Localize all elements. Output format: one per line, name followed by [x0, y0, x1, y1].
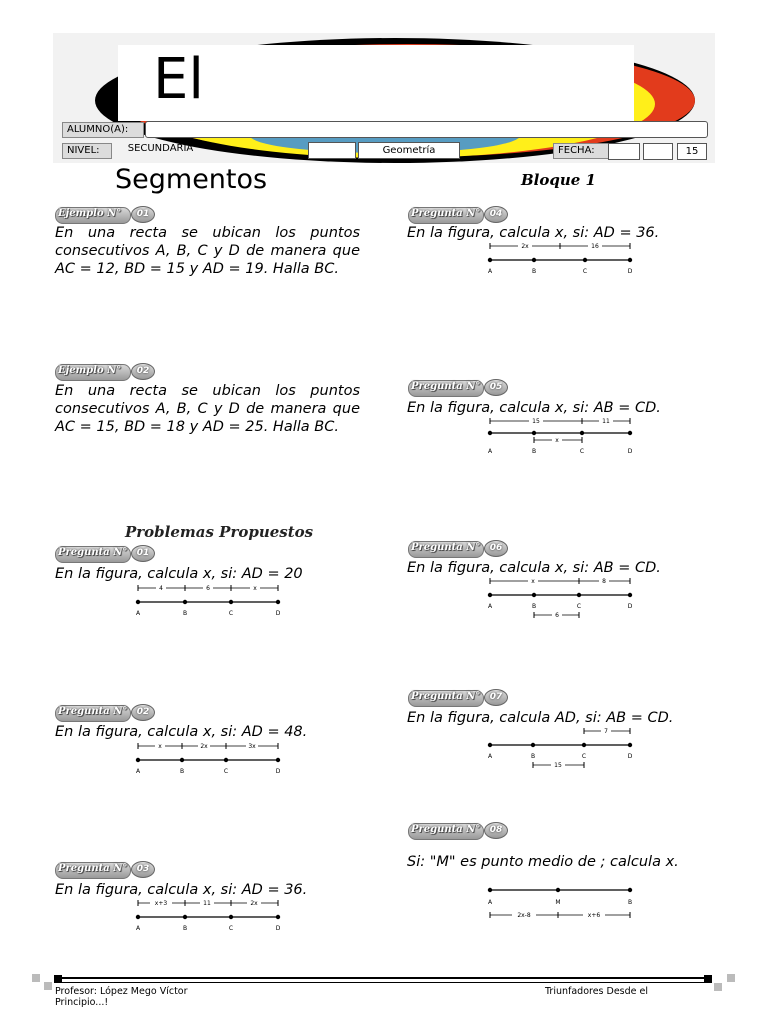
- point-label: B: [530, 753, 536, 760]
- point-label: A: [487, 448, 493, 455]
- point-label: D: [627, 753, 633, 760]
- segment-label: x: [555, 437, 559, 444]
- footer-ornament: [727, 974, 735, 982]
- point-label: D: [275, 610, 281, 617]
- segment-label: 2x-8: [517, 912, 531, 919]
- point-label: B: [531, 268, 537, 275]
- fecha-label: FECHA:: [553, 143, 609, 159]
- point-label: D: [627, 448, 633, 455]
- point-label: C: [576, 603, 582, 610]
- question-text: En la figura, calcula x, si: AD = 36.: [55, 882, 308, 898]
- point-label: B: [531, 603, 537, 610]
- segment-figure: [130, 740, 290, 776]
- point-label: A: [135, 768, 141, 775]
- subject-field: Geometría: [358, 142, 460, 159]
- segment-label: 16: [591, 243, 599, 250]
- segment-figure: [130, 897, 290, 933]
- alumno-label: ALUMNO(A):: [62, 122, 144, 138]
- segment-label: 15: [532, 418, 540, 425]
- point-label: B: [182, 610, 188, 617]
- footer-slogan: Triunfadores Desde el: [545, 986, 649, 997]
- footer-ornament: [44, 982, 52, 990]
- point-label: A: [487, 753, 493, 760]
- point-label: C: [581, 753, 587, 760]
- segment-label: 2x: [250, 900, 258, 907]
- segment-label: 15: [554, 762, 562, 769]
- segment-label: 8: [602, 578, 606, 585]
- example-text: En una recta se ubican los puntos consecutivos A, B, C y D de manera que AC = 15, BD = 18 y AD = 25. Halla BC.: [55, 383, 360, 435]
- page-title: Segmentos: [115, 164, 268, 195]
- footer-ornament: [32, 974, 40, 982]
- point-label: A: [135, 925, 141, 932]
- question-text: En la figura, calcula x, si: AB = CD.: [407, 560, 661, 576]
- alumno-field[interactable]: [145, 121, 708, 138]
- footer-ornament: [714, 983, 722, 991]
- question-text: En la figura, calcula x, si: AD = 20: [55, 566, 303, 582]
- block-title: Bloque 1: [521, 171, 596, 189]
- point-label: C: [579, 448, 585, 455]
- segment-label: 4: [159, 585, 163, 592]
- point-label: B: [179, 768, 185, 775]
- segment-figure: [482, 415, 642, 457]
- footer-rule: [55, 977, 710, 979]
- question-text: En la figura, calcula x, si: AD = 48.: [55, 724, 308, 740]
- point-label: D: [275, 768, 281, 775]
- point-label: C: [228, 925, 234, 932]
- segment-label: 2x: [521, 243, 529, 250]
- segment-label: x: [531, 578, 535, 585]
- footer-ornament: [704, 975, 712, 983]
- proposed-problems-title: Problemas Propuestos: [125, 523, 314, 541]
- point-label: A: [135, 610, 141, 617]
- point-label: D: [627, 268, 633, 275]
- segment-label: 7: [604, 728, 608, 735]
- segment-label: 6: [206, 585, 210, 592]
- nivel-value: SECUNDARIA: [127, 143, 194, 154]
- fecha-month-field[interactable]: [643, 143, 673, 160]
- segment-figure: [482, 725, 642, 773]
- point-label: C: [582, 268, 588, 275]
- point-label: B: [531, 448, 537, 455]
- point-label: A: [487, 603, 493, 610]
- grade-field[interactable]: [308, 142, 356, 159]
- header-title: El: [153, 47, 204, 112]
- segment-label: 11: [203, 900, 211, 907]
- point-label: B: [627, 899, 633, 906]
- segment-figure: [130, 582, 290, 618]
- fecha-year-field[interactable]: 15: [677, 143, 707, 160]
- question-text: Si: "M" es punto medio de ; calcula x.: [407, 854, 679, 870]
- segment-figure: [482, 240, 642, 276]
- question-text: En la figura, calcula x, si: AD = 36.: [407, 225, 660, 241]
- segment-label: 3x: [248, 743, 256, 750]
- segment-label: x: [253, 585, 257, 592]
- segment-label: 6: [555, 612, 559, 619]
- point-label: C: [223, 768, 229, 775]
- segment-label: x+6: [587, 912, 601, 919]
- point-label: A: [487, 899, 493, 906]
- fecha-day-field[interactable]: [608, 143, 640, 160]
- segment-label: x: [158, 743, 162, 750]
- footer-professor: Profesor: López Mego Víctor Principio...!: [55, 986, 188, 1008]
- segment-figure: [482, 575, 642, 623]
- segment-label: 11: [602, 418, 610, 425]
- footer-rule: [55, 982, 710, 983]
- segment-figure: [482, 884, 642, 924]
- example-text: En una recta se ubican los puntos consecutivos A, B, C y D de manera que AC = 12, BD = 15 y AD = 19. Halla BC.: [55, 225, 360, 277]
- question-text: En la figura, calcula x, si: AB = CD.: [407, 400, 661, 416]
- point-label: D: [627, 603, 633, 610]
- point-label: A: [487, 268, 493, 275]
- point-label: C: [228, 610, 234, 617]
- nivel-label: NIVEL:: [62, 143, 112, 159]
- point-label: B: [182, 925, 188, 932]
- point-label: M: [555, 899, 561, 906]
- segment-label: x+3: [154, 900, 168, 907]
- segment-label: 2x: [200, 743, 208, 750]
- question-text: En la figura, calcula AD, si: AB = CD.: [407, 710, 674, 726]
- point-label: D: [275, 925, 281, 932]
